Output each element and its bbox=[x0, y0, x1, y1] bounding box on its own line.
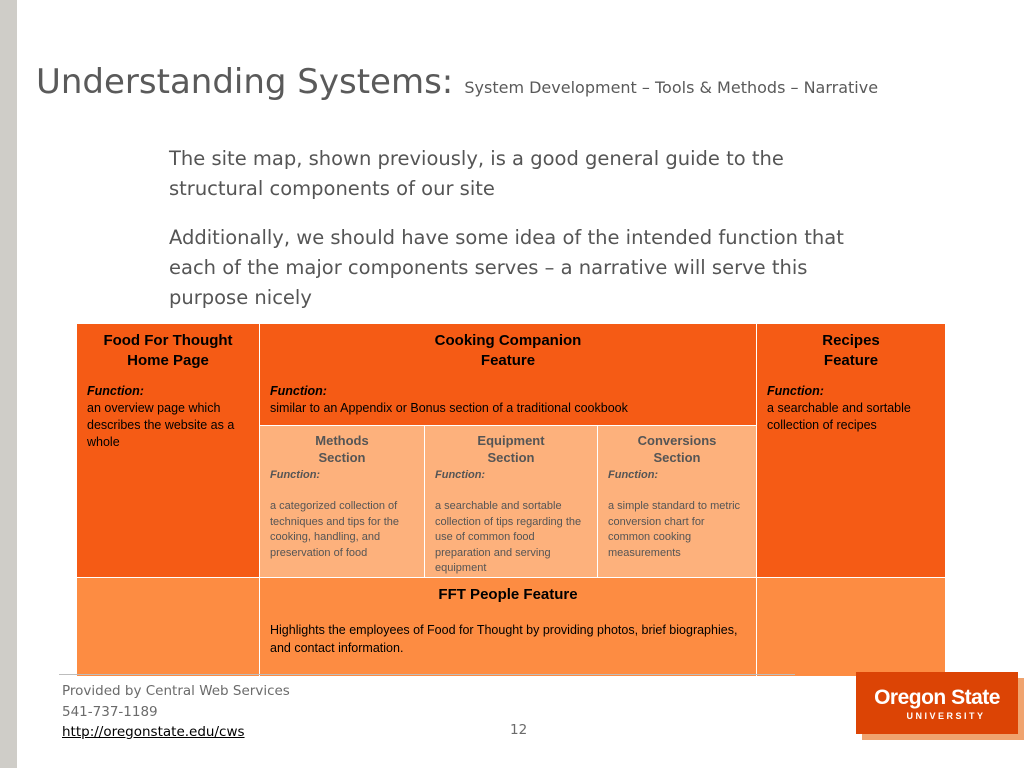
title-subtitle: System Development – Tools & Methods – Narrative bbox=[464, 78, 879, 97]
conversions-section-function bbox=[608, 468, 748, 561]
footer bbox=[62, 681, 290, 743]
methods-section-title: Methods Section bbox=[315, 433, 369, 465]
function-text: a simple standard to metric conversion chart for common cooking measurements bbox=[608, 500, 741, 559]
recipes-cell bbox=[757, 324, 946, 578]
function-label: Function: bbox=[87, 384, 144, 398]
body-paragraph-1: The site map, shown previously, is a good general guide to the structural components of our site bbox=[169, 147, 784, 200]
recipes-title: Recipes Feature bbox=[822, 332, 880, 369]
function-text: a searchable and sortable collection of recipes bbox=[767, 401, 911, 432]
function-text: a categorized collection of techniques and tips for the cooking, handling, and preservation of food bbox=[270, 500, 400, 559]
methods-section-cell bbox=[260, 426, 425, 578]
footer-provider: Provided by Central Web Services bbox=[62, 683, 290, 699]
oregon-state-logo bbox=[856, 672, 1018, 734]
function-text: similar to an Appendix or Bonus section of a traditional cookbook bbox=[270, 401, 628, 415]
fft-people-cell bbox=[260, 577, 757, 676]
site-narrative-table bbox=[76, 323, 946, 677]
home-page-function bbox=[87, 383, 249, 451]
function-label: Function: bbox=[767, 384, 824, 398]
equipment-section-function bbox=[435, 468, 589, 577]
footer-phone: 541-737-1189 bbox=[62, 703, 158, 720]
function-text: a searchable and sortable collection of tips regarding the use of common food preparation and serving equipment bbox=[435, 500, 582, 574]
function-text: an overview page which describes the website as a whole bbox=[87, 401, 235, 449]
footer-divider bbox=[59, 674, 795, 675]
fft-people-title: FFT People Feature bbox=[438, 585, 578, 603]
footer-link[interactable]: http://oregonstate.edu/cws bbox=[62, 724, 245, 740]
conversions-section-cell bbox=[598, 426, 757, 578]
methods-section-function bbox=[270, 468, 416, 561]
function-label: Function: bbox=[270, 384, 327, 398]
home-page-cell bbox=[77, 324, 260, 578]
page-number: 12 bbox=[510, 722, 528, 738]
slide-body bbox=[169, 144, 869, 332]
function-label: Function: bbox=[435, 469, 486, 481]
cooking-companion-cell bbox=[260, 324, 757, 426]
logo-name: Oregon State bbox=[874, 686, 1000, 709]
body-paragraph-2: Additionally, we should have some idea of the intended function that each of the major components serves – a narrative will serve this purpose nicely bbox=[169, 226, 844, 309]
recipes-function bbox=[767, 383, 935, 434]
left-decorative-stripe bbox=[0, 0, 17, 768]
empty-cell-left bbox=[77, 577, 260, 676]
home-page-title: Food For Thought Home Page bbox=[103, 332, 233, 369]
fft-people-description: Highlights the employees of Food for Thought by providing photos, brief biographies, and contact information. bbox=[270, 622, 738, 655]
empty-cell-right bbox=[757, 577, 946, 676]
function-label: Function: bbox=[270, 469, 321, 481]
cooking-companion-function bbox=[270, 383, 746, 417]
conversions-section-title: Conversions Section bbox=[637, 433, 717, 465]
cooking-companion-title: Cooking Companion Feature bbox=[434, 332, 582, 369]
function-label: Function: bbox=[608, 469, 659, 481]
slide-title bbox=[36, 62, 878, 102]
title-main: Understanding Systems: bbox=[36, 62, 454, 102]
equipment-section-cell bbox=[425, 426, 598, 578]
logo-subtitle: UNIVERSITY bbox=[906, 711, 986, 721]
equipment-section-title: Equipment Section bbox=[477, 433, 545, 465]
